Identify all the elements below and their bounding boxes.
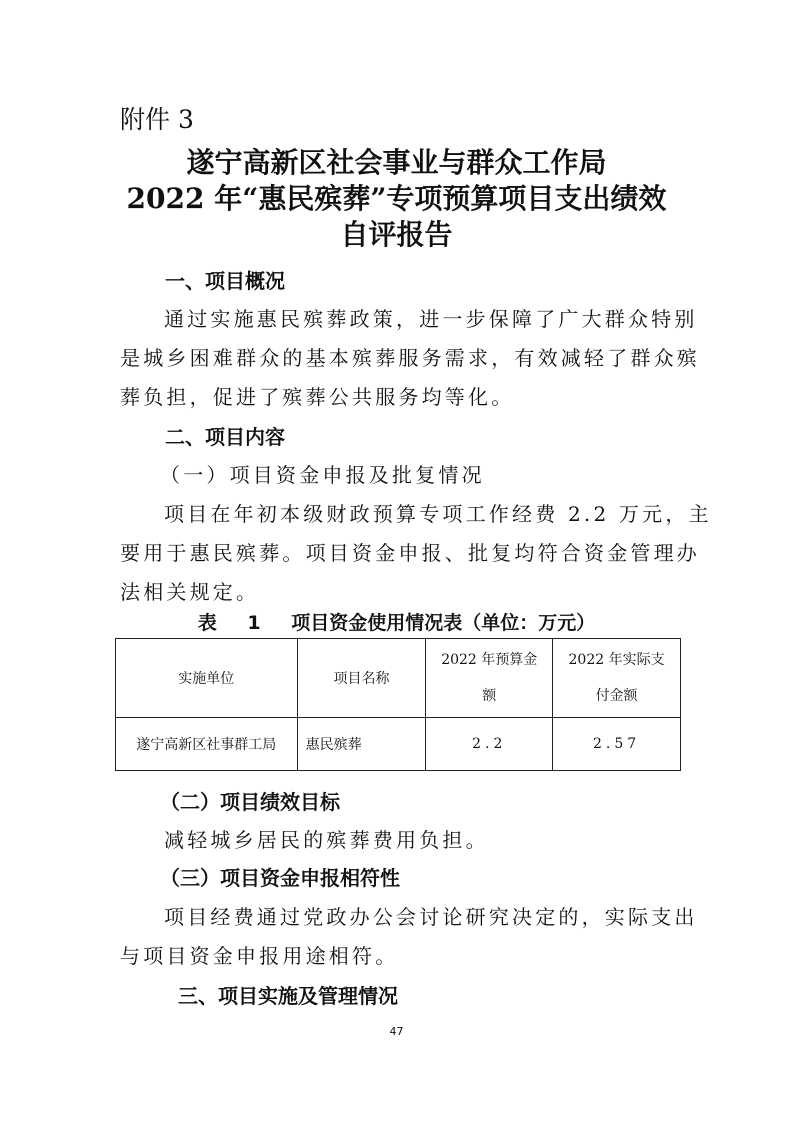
table-header-row bbox=[116, 639, 681, 718]
section-1-heading: 一、项目概况 bbox=[165, 269, 285, 293]
table-header-cell bbox=[297, 639, 426, 718]
subsection-1-heading: （一）项目资金申报及批复情况 bbox=[160, 463, 485, 487]
document-title-line-2: 2022 年“惠民殡葬”专项预算项目支出绩效 bbox=[126, 182, 667, 215]
subsection-3-line-1: 项目经费通过党政办公会讨论研究决定的，实际支出 bbox=[164, 905, 698, 929]
section-1-line-1: 通过实施惠民殡葬政策，进一步保障了广大群众特别 bbox=[164, 307, 698, 331]
table-row bbox=[116, 718, 681, 771]
table-header-cell bbox=[426, 639, 553, 718]
table-caption: 表 1 项目资金使用情况表（单位：万元） bbox=[197, 612, 596, 634]
subsection-1-line-3: 法相关规定。 bbox=[120, 580, 260, 604]
subsection-3-line-2: 与项目资金申报用途相符。 bbox=[120, 944, 399, 968]
table-header-cell bbox=[116, 639, 298, 718]
section-3-heading: 三、项目实施及管理情况 bbox=[178, 984, 398, 1008]
subsection-1-line-2: 要用于惠民殡葬。项目资金申报、批复均符合资金管理办 bbox=[120, 541, 700, 565]
subsection-1-line-1: 项目在年初本级财政预算专项工作经费 2.2 万元，主 bbox=[164, 502, 712, 526]
document-title-line-1: 遂宁高新区社会事业与群众工作局 bbox=[186, 146, 607, 179]
cell-budget: 2.2 bbox=[426, 718, 553, 771]
section-1-line-2: 是城乡困难群众的基本殡葬服务需求，有效减轻了群众殡 bbox=[120, 346, 700, 370]
header-actual-line-2: 付金额 bbox=[595, 688, 638, 704]
header-budget-line-2: 额 bbox=[482, 688, 497, 704]
attachment-label: 附件 3 bbox=[120, 105, 194, 134]
subsection-2-line-1: 减轻城乡居民的殡葬费用负担。 bbox=[164, 828, 489, 852]
document-title-line-3: 自评报告 bbox=[340, 218, 453, 251]
section-2-heading: 二、项目内容 bbox=[165, 425, 285, 449]
subsection-3-heading: （三）项目资金申报相符性 bbox=[160, 866, 400, 890]
table-header-cell bbox=[553, 639, 681, 718]
funds-usage-table bbox=[115, 638, 681, 771]
page-number: 47 bbox=[389, 1025, 404, 1038]
cell-unit: 遂宁高新区社事群工局 bbox=[116, 718, 298, 771]
header-project-name: 项目名称 bbox=[333, 671, 390, 687]
subsection-2-heading: （二）项目绩效目标 bbox=[160, 790, 340, 814]
header-budget-line-1: 2022 年预算金 bbox=[441, 652, 538, 668]
cell-actual: 2.57 bbox=[553, 718, 681, 771]
header-actual-line-1: 2022 年实际支 bbox=[568, 652, 665, 668]
header-unit: 实施单位 bbox=[178, 671, 235, 687]
section-1-line-3: 葬负担，促进了殡葬公共服务均等化。 bbox=[120, 385, 515, 409]
cell-project-name: 惠民殡葬 bbox=[297, 718, 426, 771]
